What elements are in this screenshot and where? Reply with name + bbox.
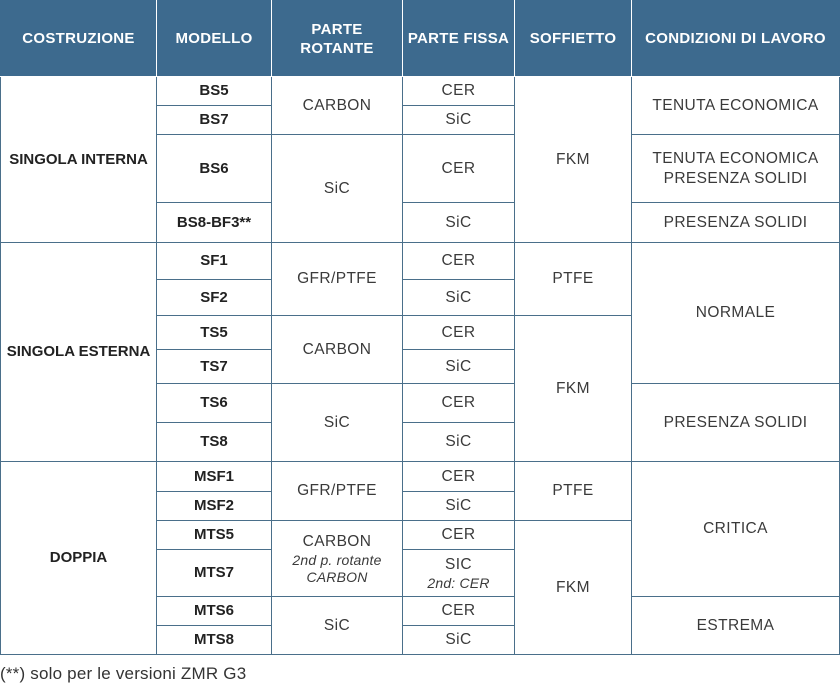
model-cell: MTS5 — [157, 521, 272, 550]
header-soffietto: SOFFIETTO — [515, 1, 632, 77]
header-parte-rotante: PARTE ROTANTE — [272, 1, 403, 77]
model-cell: TS8 — [157, 423, 272, 462]
model-cell: BS8-BF3** — [157, 203, 272, 243]
rotante-cell — [272, 521, 403, 597]
fissa-cell: SiC — [403, 423, 515, 462]
fissa-cell: SiC — [403, 350, 515, 384]
rotante-cell: CARBON — [272, 316, 403, 384]
rotante-cell: SiC — [272, 135, 403, 243]
table-row — [1, 462, 840, 492]
soffietto-cell: PTFE — [515, 243, 632, 316]
fissa-cell: CER — [403, 521, 515, 550]
condizioni-cell: CRITICA — [632, 462, 840, 597]
model-cell: BS7 — [157, 106, 272, 135]
model-cell: MTS7 — [157, 550, 272, 597]
fissa-second: 2nd: CER — [427, 574, 490, 591]
header-modello: MODELLO — [157, 1, 272, 77]
header-row — [1, 1, 840, 77]
soffietto-cell: PTFE — [515, 462, 632, 521]
rotante-cell: GFR/PTFE — [272, 462, 403, 521]
model-cell: MTS6 — [157, 597, 272, 626]
soffietto-cell: FKM — [515, 521, 632, 655]
soffietto-cell: FKM — [515, 77, 632, 243]
condizioni-cell — [632, 135, 840, 203]
model-cell: MSF1 — [157, 462, 272, 492]
condizioni-cell: ESTREMA — [632, 597, 840, 655]
rotante-main: CARBON — [302, 532, 372, 550]
fissa-cell: CER — [403, 597, 515, 626]
table-row — [1, 243, 840, 280]
soffietto-cell: FKM — [515, 316, 632, 462]
model-cell: SF2 — [157, 280, 272, 316]
condizioni-cell: TENUTA ECONOMICA — [632, 77, 840, 135]
model-cell: MSF2 — [157, 492, 272, 521]
fissa-cell: CER — [403, 462, 515, 492]
condizioni-cell: NORMALE — [632, 243, 840, 384]
condizioni-cell: PRESENZA SOLIDI — [632, 384, 840, 462]
fissa-cell — [403, 550, 515, 597]
table-row — [1, 77, 840, 106]
rotante-cell: SiC — [272, 597, 403, 655]
fissa-cell: CER — [403, 316, 515, 350]
fissa-cell: SiC — [403, 626, 515, 655]
fissa-main: SIC — [444, 555, 473, 573]
condizioni-line: PRESENZA SOLIDI — [663, 169, 808, 187]
model-cell: BS5 — [157, 77, 272, 106]
model-cell: TS5 — [157, 316, 272, 350]
model-cell: BS6 — [157, 135, 272, 203]
fissa-cell: CER — [403, 77, 515, 106]
rotante-second: 2nd p. rotante CARBON — [292, 551, 382, 585]
costruzione-singola-esterna: SINGOLA ESTERNA — [1, 243, 157, 462]
costruzione-doppia: DOPPIA — [1, 462, 157, 655]
model-cell: SF1 — [157, 243, 272, 280]
rotante-cell: GFR/PTFE — [272, 243, 403, 316]
fissa-cell: SiC — [403, 106, 515, 135]
rotante-cell: SiC — [272, 384, 403, 462]
rotante-cell: CARBON — [272, 77, 403, 135]
fissa-cell: SiC — [403, 492, 515, 521]
footnote: (**) solo per le versioni ZMR G3 — [0, 664, 247, 683]
fissa-cell: CER — [403, 384, 515, 423]
model-cell: MTS8 — [157, 626, 272, 655]
fissa-cell: CER — [403, 243, 515, 280]
condizioni-line: TENUTA ECONOMICA — [652, 149, 819, 167]
model-cell: TS6 — [157, 384, 272, 423]
model-cell: TS7 — [157, 350, 272, 384]
header-costruzione: COSTRUZIONE — [1, 1, 157, 77]
header-parte-fissa: PARTE FISSA — [403, 1, 515, 77]
fissa-cell: SiC — [403, 280, 515, 316]
fissa-cell: SiC — [403, 203, 515, 243]
condizioni-cell: PRESENZA SOLIDI — [632, 203, 840, 243]
header-condizioni: CONDIZIONI DI LAVORO — [632, 1, 840, 77]
fissa-cell: CER — [403, 135, 515, 203]
costruzione-singola-interna: SINGOLA INTERNA — [1, 77, 157, 243]
